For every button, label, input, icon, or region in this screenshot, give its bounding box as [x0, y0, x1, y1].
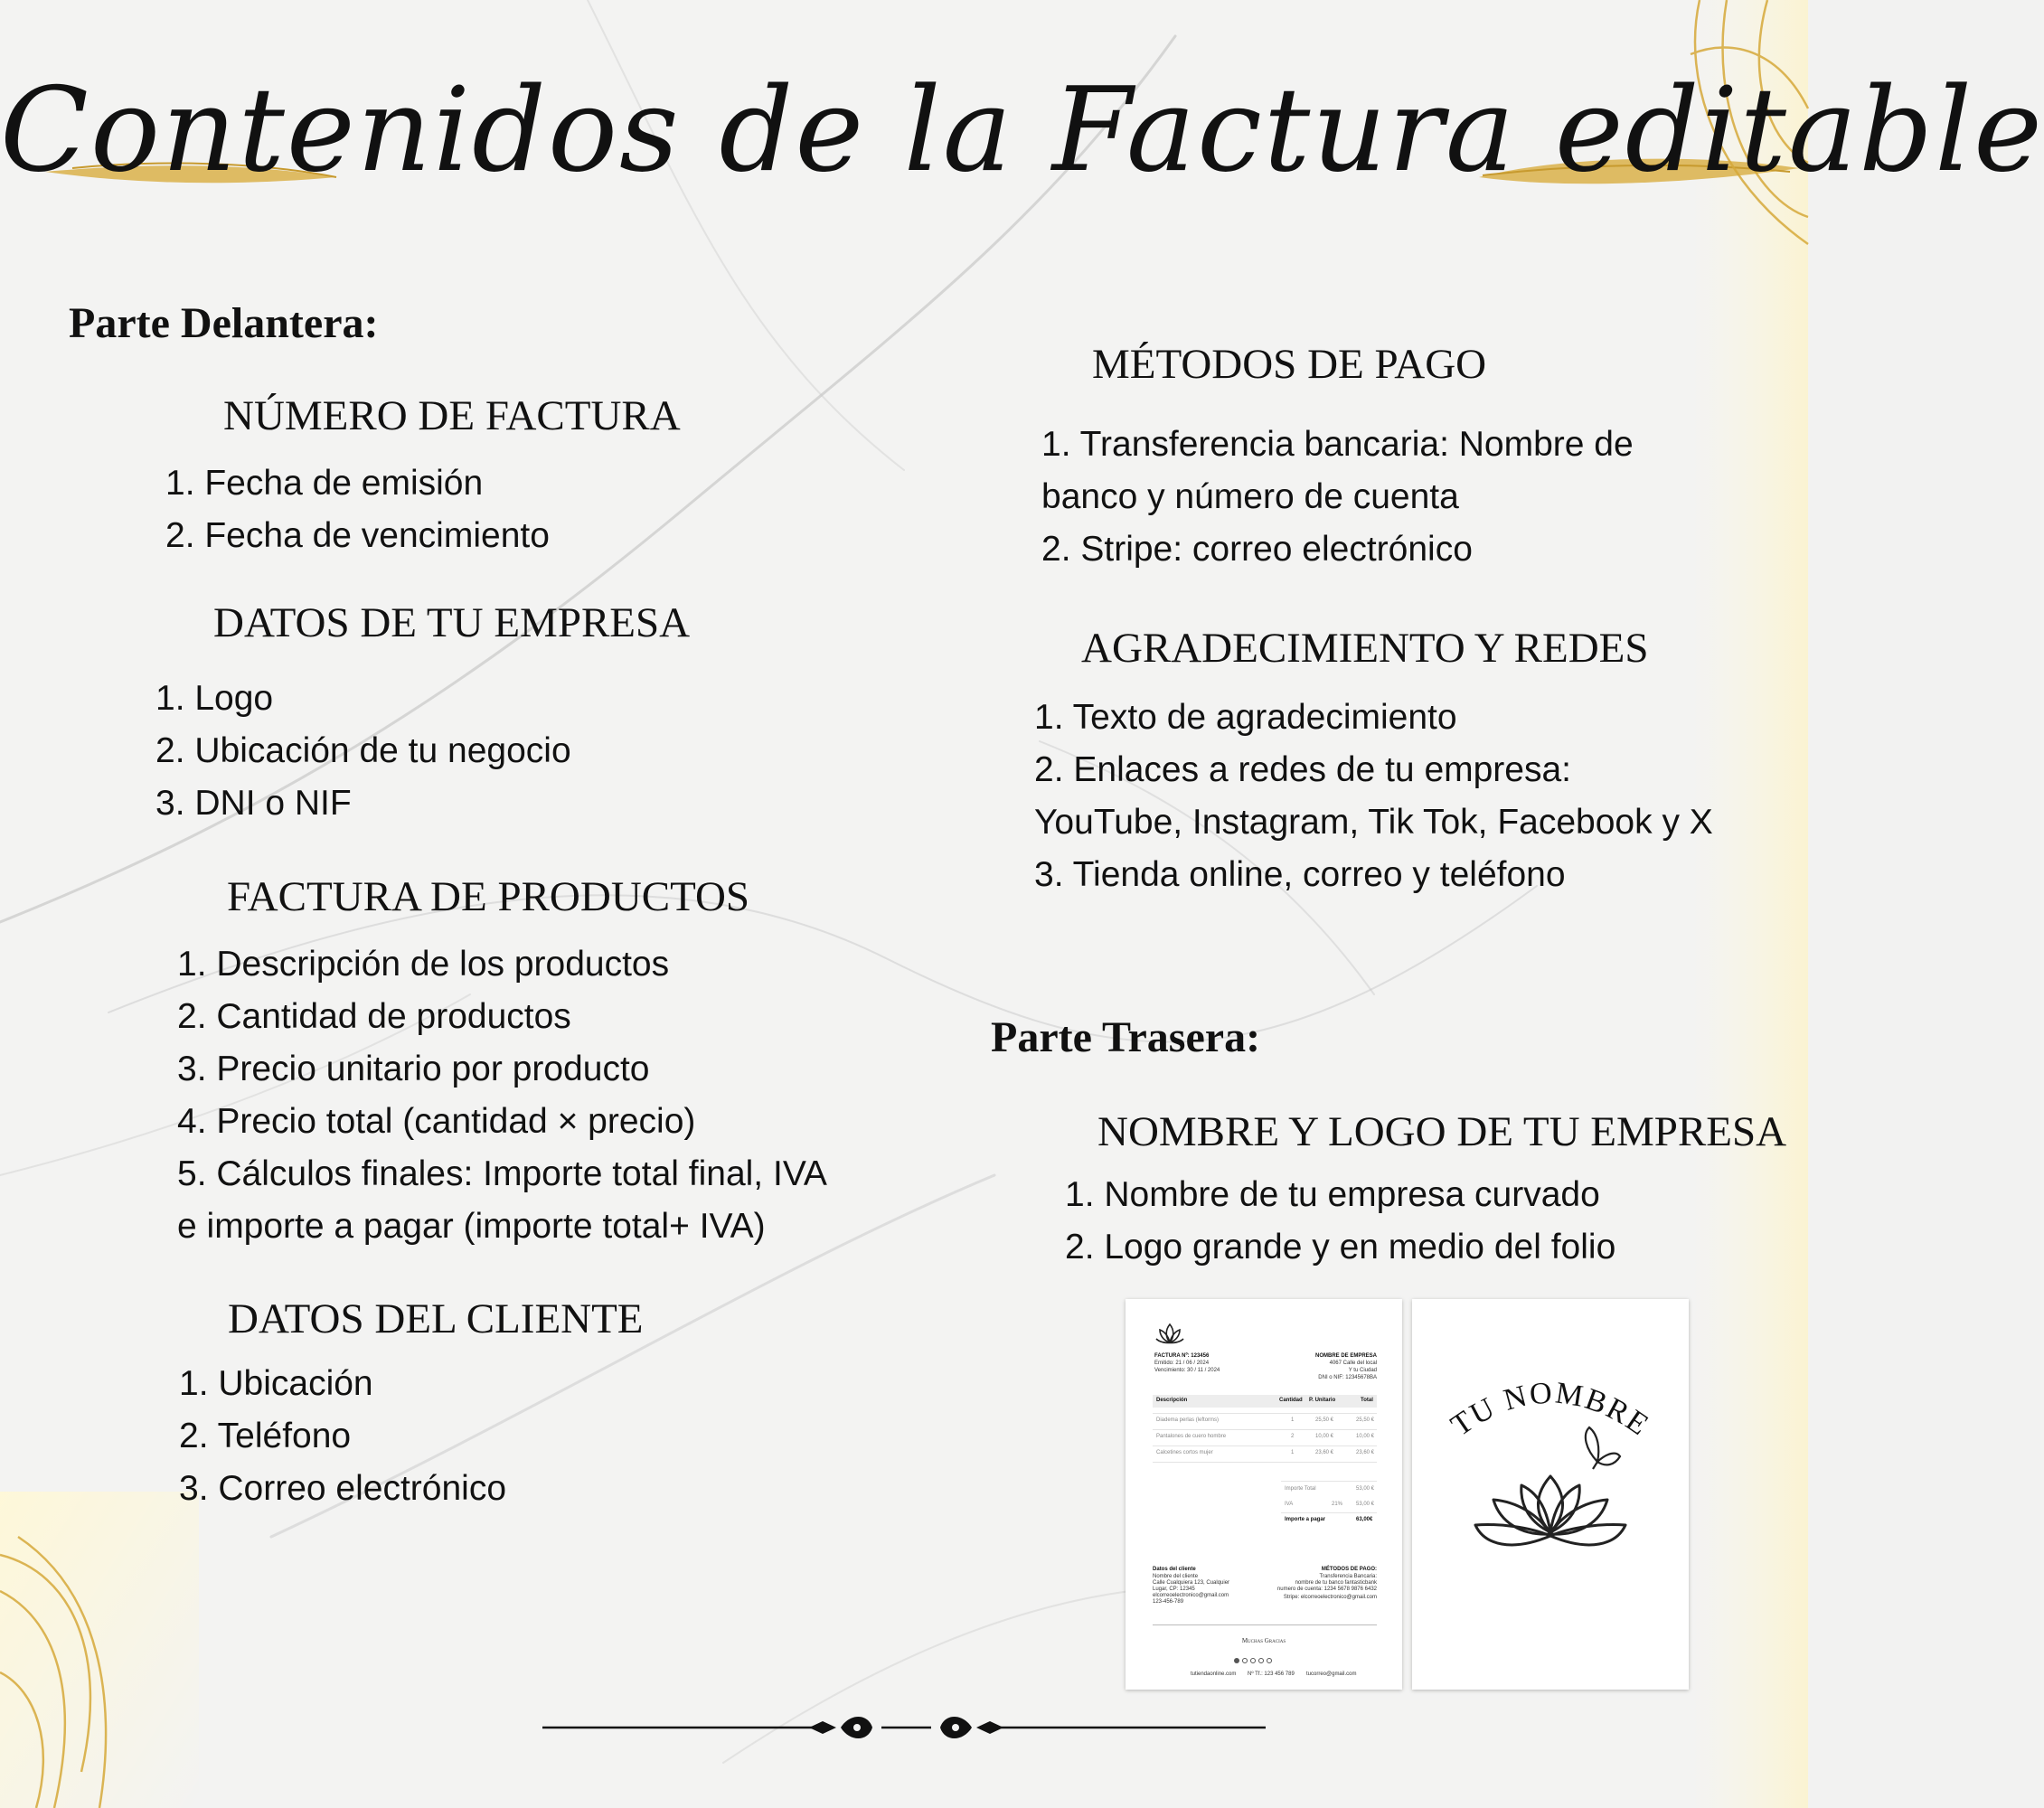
facebook-icon[interactable] [1258, 1658, 1264, 1663]
company-name: NOMBRE DE EMPRESA [1314, 1353, 1377, 1359]
footer-divider [1153, 1624, 1377, 1625]
footer-phone: Nº Tf.: 123 456 789 [1248, 1671, 1295, 1677]
row-divider [1153, 1462, 1377, 1463]
thanks-text: Muchas Gracias [1241, 1637, 1286, 1644]
thanks-socials-list [1034, 692, 1713, 901]
invoice-back-preview [1412, 1299, 1689, 1690]
svg-text:TU NOMBRE: TU NOMBRE [1445, 1376, 1656, 1444]
front-part-heading: Parte Delantera: [69, 299, 379, 347]
payment-methods-list [1041, 419, 1634, 576]
list-item: 4. Precio total (cantidad × precio) [177, 1102, 696, 1141]
company-data-list [155, 673, 571, 830]
payment-line: nombre de tu banco fantasticbank [1295, 1580, 1377, 1586]
list-item: banco y número de cuenta [1041, 477, 1459, 516]
invoice-number: FACTURA Nº: 123456 [1154, 1353, 1210, 1359]
row-divider [1153, 1413, 1377, 1414]
invoice-number-list [165, 457, 550, 562]
list-item: 1. Transferencia bancaria: Nombre de [1041, 425, 1634, 464]
list-item: 1. Logo [155, 679, 274, 718]
section-heading-name-logo: NOMBRE Y LOGO DE TU EMPRESA [1097, 1108, 1787, 1155]
totals-divider [1281, 1481, 1377, 1482]
list-item: 1. Nombre de tu empresa curvado [1065, 1175, 1600, 1214]
iva-percent: 21% [1332, 1502, 1343, 1507]
section-heading-client-data: DATOS DEL CLIENTE [228, 1295, 644, 1342]
products-list [177, 938, 827, 1253]
subtotal-label: Importe Total [1285, 1486, 1316, 1492]
client-data-list [179, 1358, 506, 1515]
totals-divider [1281, 1512, 1377, 1513]
col-unit-price: P. Unitario [1309, 1398, 1336, 1403]
list-item: 1. Texto de agradecimiento [1034, 698, 1457, 737]
col-total: Total [1361, 1398, 1373, 1403]
subtotal-value: 53,00 € [1356, 1486, 1375, 1492]
row-divider [1153, 1445, 1377, 1446]
iva-value: 53,00 € [1356, 1502, 1375, 1507]
payment-line: Transferencia Bancaria: [1319, 1574, 1377, 1579]
amount-due-label: Importe a pagar [1285, 1517, 1326, 1522]
curved-company-name [1412, 1299, 1689, 1690]
company-id: DNI o NIF: 12345678BA [1318, 1375, 1377, 1380]
section-heading-company-data: DATOS DE TU EMPRESA [213, 599, 691, 646]
name-logo-list [1065, 1169, 1615, 1274]
list-item: 3. Tienda online, correo y teléfono [1034, 855, 1566, 894]
list-item: 3. Correo electrónico [179, 1469, 507, 1508]
list-item: 1. Ubicación [179, 1364, 373, 1403]
social-icons [1234, 1650, 1294, 1657]
iva-label: IVA [1285, 1502, 1294, 1507]
list-item: 2. Ubicación de tu negocio [155, 731, 571, 770]
section-heading-invoice-number: NÚMERO DE FACTURA [223, 392, 681, 439]
section-heading-products: FACTURA DE PRODUCTOS [227, 873, 750, 920]
youtube-icon[interactable] [1234, 1658, 1239, 1663]
col-description: Descripción [1156, 1398, 1188, 1403]
payment-heading: MÉTODOS DE PAGO: [1321, 1567, 1377, 1572]
lotus-logo-icon [1154, 1321, 1185, 1346]
list-item: 2. Logo grande y en medio del folio [1065, 1228, 1616, 1267]
issue-date: Emitido: 21 / 06 / 2024 [1154, 1361, 1210, 1366]
instagram-icon[interactable] [1242, 1658, 1248, 1663]
row-divider [1153, 1429, 1377, 1430]
list-item: 1. Descripción de los productos [177, 945, 670, 984]
list-item: e importe a pagar (importe total+ IVA) [177, 1207, 766, 1246]
client-line: Nombre del cliente [1153, 1574, 1199, 1579]
section-heading-payment-methods: MÉTODOS DE PAGO [1092, 341, 1487, 388]
client-line: elcorreoelectronico@gmail.com [1153, 1593, 1229, 1598]
client-heading: Datos del cliente [1153, 1567, 1196, 1572]
amount-due-value: 63,00€ [1356, 1517, 1373, 1522]
lotus-logo-icon [1475, 1476, 1625, 1545]
list-item: 2. Cantidad de productos [177, 997, 571, 1036]
back-part-heading: Parte Trasera: [991, 1013, 1261, 1061]
page-title: Contenidos de la Factura editable [0, 63, 2044, 198]
payment-line: numero de cuenta: 1234 5678 9876 6432 [1276, 1587, 1377, 1592]
footer-email: tucorreo@gmail.com [1306, 1671, 1357, 1677]
due-date: Vencimiento: 30 / 11 / 2024 [1154, 1368, 1220, 1373]
list-item: 2. Enlaces a redes de tu empresa: [1034, 750, 1572, 789]
company-address-1: 4067 Calle del local [1329, 1361, 1377, 1366]
list-item: 2. Stripe: correo electrónico [1041, 530, 1473, 569]
col-quantity: Cantidad [1279, 1398, 1303, 1403]
list-item: 3. DNI o NIF [155, 784, 352, 823]
list-item: 1. Fecha de emisión [165, 464, 484, 503]
payment-line: Stripe: elcorreoelectronico@gmail.com [1283, 1595, 1377, 1600]
company-address-2: Y tu Ciudad [1348, 1368, 1377, 1373]
client-line: Calle Cualquiera 123, Cualquier [1153, 1580, 1230, 1586]
section-heading-thanks-socials: AGRADECIMIENTO Y REDES [1081, 625, 1649, 672]
list-item: 5. Cálculos finales: Importe total final, IVA [177, 1154, 827, 1193]
list-item: 2. Fecha de vencimiento [165, 516, 550, 555]
list-item: 2. Teléfono [179, 1417, 352, 1455]
x-icon[interactable] [1267, 1658, 1272, 1663]
client-line: Lugar, CP: 12345 [1153, 1587, 1195, 1592]
invoice-front-preview: FACTURA Nº: 123456 Emitido: 21 / 06 / 2024 Vencimiento: 30 / 11 / 2024 NOMBRE DE EMPRESA 4067 Calle del local Y tu Ciudad DNI o NIF: 12345678BA Descripción Cantidad P. Unitario Total Diadema perlas (leftorms) 1 25,50 € 25,50 € Pantalones de cuero hombre 2 10,00 € 10,00 € Calcetines cortos mujer 1 23,60 € 23,60 € Importe Total 53,00 € IVA 21% 53,00 € Importe a pagar 63,00€ Datos del cliente Nombre del cliente Calle Cualquiera 123, Cualquier Lugar, CP: 12345 elcorreoelectronico@gmail.com 123-456-789 MÉTODOS DE PAGO: Transferencia Bancaria: nombre de tu banco fantasticbank numero de cuenta: 1234 5678 9876 6432 Stripe: elcorreoelectronico@gmail.com Muchas Gracias tutiendaonline.com Nº Tf.: 123 456 789 tucorreo@gmail.com [1126, 1299, 1402, 1690]
tiktok-icon[interactable] [1250, 1658, 1256, 1663]
client-line: 123-456-789 [1153, 1599, 1184, 1605]
list-item: 3. Precio unitario por producto [177, 1050, 650, 1088]
footer-web: tutiendaonline.com [1191, 1671, 1237, 1677]
list-item: YouTube, Instagram, Tik Tok, Facebook y X [1034, 803, 1713, 842]
butterfly-icon [1586, 1427, 1620, 1469]
